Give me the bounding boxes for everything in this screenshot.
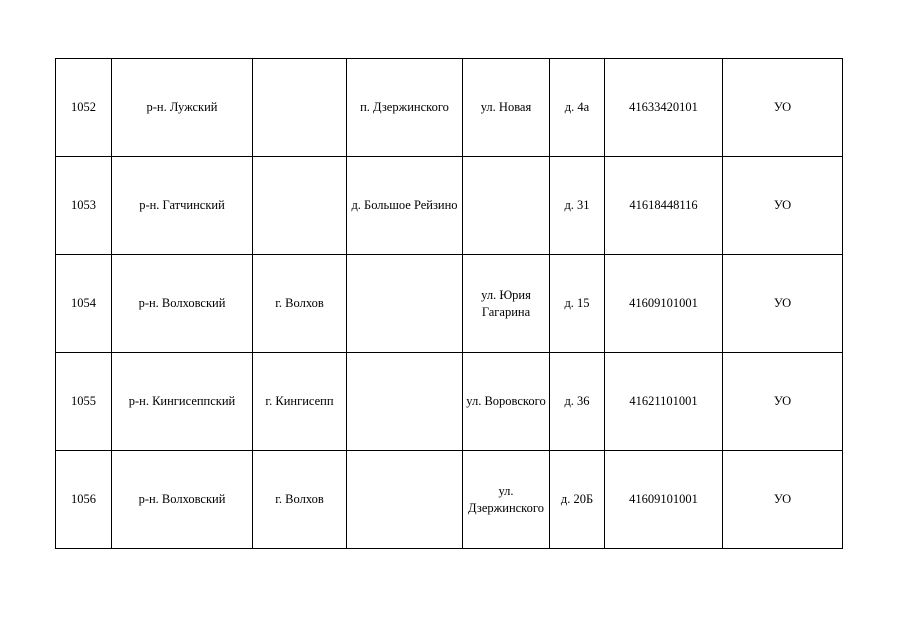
street-cell: ул. Дзержинского: [463, 451, 550, 549]
settlement-cell: [347, 451, 463, 549]
settlement-cell: п. Дзержинского: [347, 59, 463, 157]
row-number-cell: 1053: [56, 157, 112, 255]
address-registry-table: [55, 58, 843, 549]
city-cell: [253, 59, 347, 157]
city-cell: г. Волхов: [253, 451, 347, 549]
district-cell: р-н. Гатчинский: [112, 157, 253, 255]
okato-code-cell: 41633420101: [605, 59, 723, 157]
row-number-cell: 1056: [56, 451, 112, 549]
street-cell: ул. Юрия Гагарина: [463, 255, 550, 353]
house-cell: д. 20Б: [550, 451, 605, 549]
street-cell: [463, 157, 550, 255]
management-type-cell: УО: [723, 255, 843, 353]
street-cell: ул. Новая: [463, 59, 550, 157]
okato-code-cell: 41609101001: [605, 255, 723, 353]
row-number-cell: 1055: [56, 353, 112, 451]
house-cell: д. 15: [550, 255, 605, 353]
row-number-cell: 1054: [56, 255, 112, 353]
street-cell: ул. Воровского: [463, 353, 550, 451]
table-row: [56, 255, 843, 353]
okato-code-cell: 41609101001: [605, 451, 723, 549]
management-type-cell: УО: [723, 157, 843, 255]
district-cell: р-н. Волховский: [112, 255, 253, 353]
table-row: [56, 353, 843, 451]
settlement-cell: [347, 255, 463, 353]
house-cell: д. 4а: [550, 59, 605, 157]
city-cell: [253, 157, 347, 255]
city-cell: г. Волхов: [253, 255, 347, 353]
settlement-cell: [347, 353, 463, 451]
settlement-cell: д. Большое Рейзино: [347, 157, 463, 255]
house-cell: д. 31: [550, 157, 605, 255]
okato-code-cell: 41618448116: [605, 157, 723, 255]
table-row: [56, 59, 843, 157]
management-type-cell: УО: [723, 451, 843, 549]
district-cell: р-н. Лужский: [112, 59, 253, 157]
house-cell: д. 36: [550, 353, 605, 451]
management-type-cell: УО: [723, 59, 843, 157]
okato-code-cell: 41621101001: [605, 353, 723, 451]
table-row: [56, 451, 843, 549]
table-row: [56, 157, 843, 255]
district-cell: р-н. Кингисеппский: [112, 353, 253, 451]
management-type-cell: УО: [723, 353, 843, 451]
district-cell: р-н. Волховский: [112, 451, 253, 549]
row-number-cell: 1052: [56, 59, 112, 157]
city-cell: г. Кингисепп: [253, 353, 347, 451]
